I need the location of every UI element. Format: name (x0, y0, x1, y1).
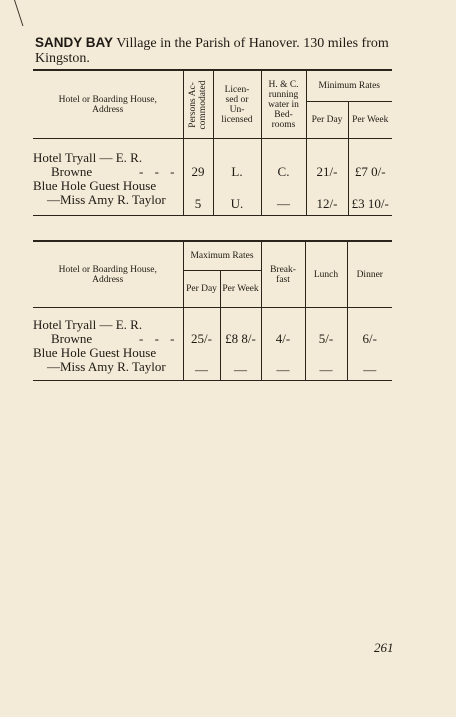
licensed-value: U. (213, 179, 261, 216)
table-row (33, 308, 392, 347)
table-row (33, 179, 392, 216)
hotel-name-cont: Browne (51, 164, 93, 179)
per-day-value: — (183, 346, 220, 381)
table-row (33, 346, 392, 381)
dinner-value: — (347, 346, 392, 381)
place-description-cont: Kingston. (35, 51, 90, 66)
header-maximum-rates: Maximum Rates (183, 241, 261, 271)
persons-value: 29 (183, 139, 213, 180)
meal-rates-table (33, 240, 392, 381)
hotel-name-cont: —Miss Amy R. Taylor (47, 359, 166, 374)
hc-value: C. (261, 139, 306, 180)
hotel-name: Hotel Tryall — E. R. (33, 317, 143, 332)
header-per-week: Per Week (348, 102, 392, 139)
per-day-value: 12/- (306, 179, 348, 216)
table-row (33, 139, 392, 180)
per-week-value: £3 10/- (348, 179, 392, 216)
header-hc-water: H. & C. running water in Bed- rooms (261, 70, 306, 139)
per-week-value: — (220, 346, 261, 381)
header-lunch: Lunch (305, 241, 347, 308)
licensed-value: L. (213, 139, 261, 180)
breakfast-value: 4/- (261, 308, 305, 347)
hotel-name: Blue Hole Guest House (33, 178, 157, 193)
per-week-value: £8 8/- (220, 308, 261, 347)
place-description: Village in the Parish of Hanover. 130 miles from (116, 36, 389, 51)
header-hotel: Hotel or Boarding House, Address (33, 70, 183, 139)
header-dinner: Dinner (347, 241, 392, 308)
page-edge-mark (14, 0, 33, 26)
header-persons: Persons Ac- commodated (183, 70, 213, 139)
persons-value: 5 (183, 179, 213, 216)
place-name: SANDY BAY (35, 35, 114, 50)
header-breakfast: Break- fast (261, 241, 305, 308)
hc-value: — (261, 179, 306, 216)
accommodation-table (33, 69, 392, 216)
hotel-name-cont: —Miss Amy R. Taylor (47, 192, 166, 207)
header-licensed: Licen- sed or Un- licensed (213, 70, 261, 139)
hotel-name: Blue Hole Guest House (33, 345, 157, 360)
header-per-week: Per Week (220, 271, 261, 308)
hotel-name: Hotel Tryall — E. R. (33, 150, 143, 165)
lunch-value: 5/- (305, 308, 347, 347)
section-heading (35, 35, 405, 66)
leader-dots: - - - (139, 164, 179, 179)
dinner-value: 6/- (347, 308, 392, 347)
header-per-day: Per Day (306, 102, 348, 139)
per-day-value: 25/- (183, 308, 220, 347)
per-day-value: 21/- (306, 139, 348, 180)
header-minimum-rates: Minimum Rates (306, 70, 392, 102)
header-per-day: Per Day (183, 271, 220, 308)
breakfast-value: — (261, 346, 305, 381)
lunch-value: — (305, 346, 347, 381)
page-number: 261 (374, 640, 394, 655)
leader-dots: - - - (139, 331, 179, 346)
per-week-value: £7 0/- (348, 139, 392, 180)
header-hotel: Hotel or Boarding House, Address (33, 241, 183, 308)
hotel-name-cont: Browne (51, 331, 93, 346)
